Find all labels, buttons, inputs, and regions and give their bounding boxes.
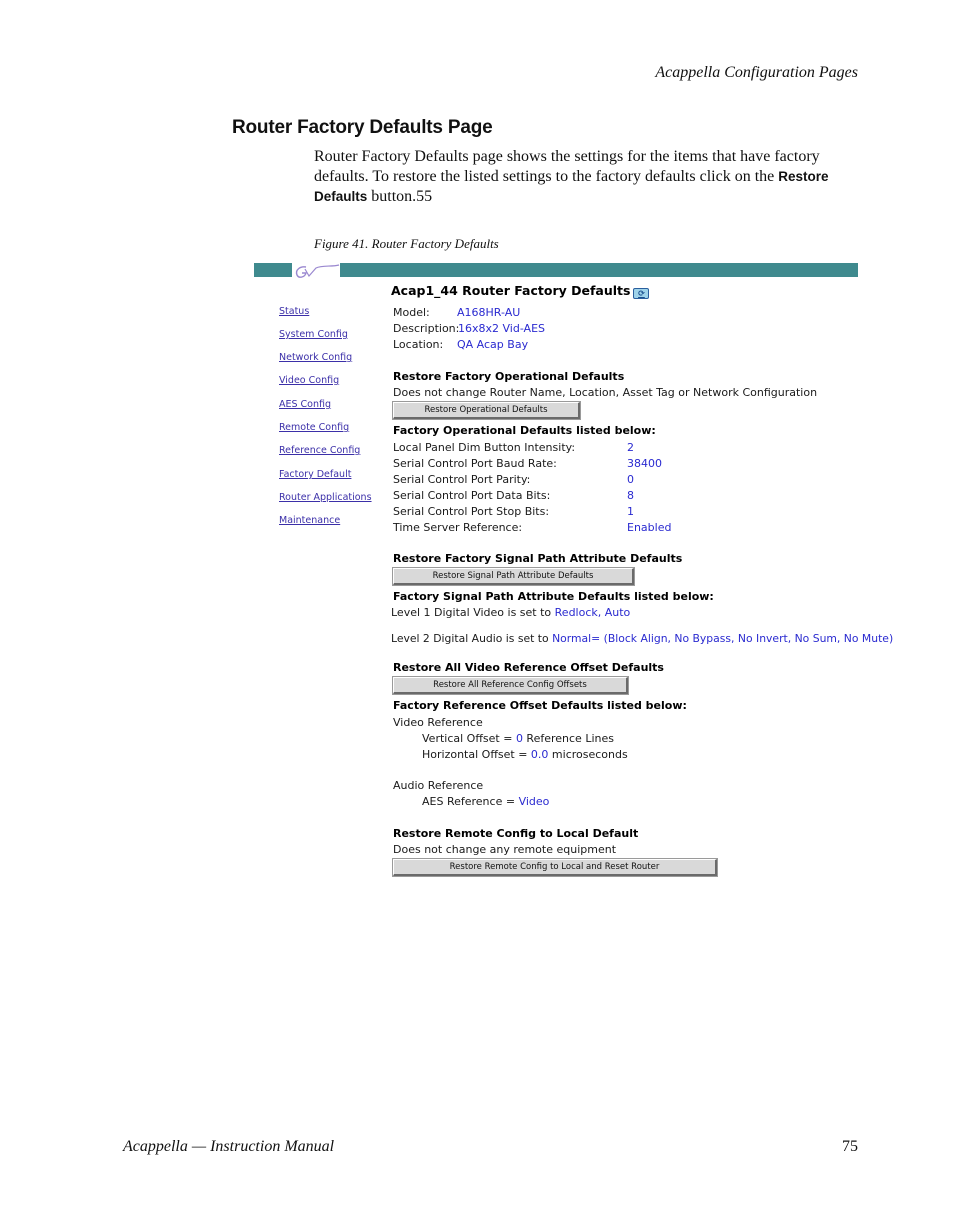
operational-row-label: Serial Control Port Data Bits:: [393, 489, 551, 502]
model-value: A168HR-AU: [457, 306, 521, 319]
nav-network-config[interactable]: Network Config: [279, 352, 353, 363]
signal-path-list-heading: Factory Signal Path Attribute Defaults listed below:: [393, 590, 714, 603]
nav-aes-config[interactable]: AES Config: [279, 399, 332, 410]
vertical-offset-line: [422, 732, 614, 745]
operational-row-value: 1: [627, 505, 634, 518]
reference-list-heading: Factory Reference Offset Defaults listed below:: [393, 699, 687, 712]
operational-heading: Restore Factory Operational Defaults: [393, 370, 625, 383]
level2-line: [391, 632, 893, 645]
section-title: Router Factory Defaults Page: [232, 117, 493, 138]
description-value: 16x8x2 Vid-AES: [458, 322, 546, 335]
nav-remote-config[interactable]: Remote Config: [279, 422, 350, 433]
operational-row-value: 38400: [627, 457, 662, 470]
nav-status[interactable]: Status: [279, 306, 310, 317]
operational-row-label: Time Server Reference:: [393, 521, 523, 534]
horizontal-offset-line: [422, 748, 628, 761]
reference-heading: Restore All Video Reference Offset Defaults: [393, 661, 664, 674]
remote-note: Does not change any remote equipment: [393, 843, 617, 856]
aes-reference-line: [422, 795, 549, 808]
operational-row-value: 8: [627, 489, 634, 502]
operational-list-heading: Factory Operational Defaults listed below:: [393, 424, 656, 437]
restore-signal-path-button[interactable]: Restore Signal Path Attribute Defaults: [393, 568, 634, 585]
level1-line: [391, 606, 630, 619]
aes-reference-text: AES Reference =: [422, 795, 519, 808]
ui-page-title-text: Acap1_44 Router Factory Defaults: [391, 283, 631, 298]
vertical-offset-unit: Reference Lines: [522, 732, 614, 745]
operational-row-label: Serial Control Port Baud Rate:: [393, 457, 557, 470]
level2-value: Normal= (Block Align, No Bypass, No Invert, No Sum, No Mute): [552, 632, 894, 645]
horizontal-offset-value: 0.0: [530, 748, 549, 761]
vertical-offset-value: 0: [515, 732, 523, 745]
nav-router-applications[interactable]: Router Applications: [279, 492, 372, 503]
gv-logo: [292, 263, 340, 281]
refresh-icon[interactable]: ⟳: [633, 288, 649, 299]
operational-note: Does not change Router Name, Location, Asset Tag or Network Configuration: [393, 386, 818, 399]
aes-reference-value: Video: [518, 795, 550, 808]
operational-row-value: 2: [627, 441, 634, 454]
operational-row-label: Serial Control Port Parity:: [393, 473, 531, 486]
operational-row-label: Local Panel Dim Button Intensity:: [393, 441, 576, 454]
level1-value: Redlock, Auto: [554, 606, 631, 619]
nav-reference-config[interactable]: Reference Config: [279, 445, 361, 456]
intro-text-end: button.55: [367, 188, 433, 205]
level1-text: Level 1 Digital Video is set to: [391, 606, 555, 619]
location-label: Location:: [393, 338, 444, 351]
level2-text: Level 2 Digital Audio is set to: [391, 632, 553, 645]
page-number: 75: [842, 1138, 858, 1155]
running-head: Acappella Configuration Pages: [655, 64, 858, 81]
intro-text: Router Factory Defaults page shows the settings for the items that have factory defaults. To restore the listed settings to the factory defaults click on the: [314, 148, 820, 185]
nav-maintenance[interactable]: Maintenance: [279, 515, 341, 526]
restore-operational-button[interactable]: Restore Operational Defaults: [393, 402, 580, 419]
horizontal-offset-unit: microseconds: [548, 748, 628, 761]
intro-paragraph: [314, 147, 862, 207]
restore-reference-button[interactable]: Restore All Reference Config Offsets: [393, 677, 628, 694]
operational-row-value: Enabled: [627, 521, 672, 534]
restore-remote-button[interactable]: Restore Remote Config to Local and Reset Router: [393, 859, 717, 876]
vertical-offset-text: Vertical Offset =: [422, 732, 516, 745]
nav-video-config[interactable]: Video Config: [279, 375, 340, 386]
model-label: Model:: [393, 306, 430, 319]
operational-row-label: Serial Control Port Stop Bits:: [393, 505, 550, 518]
ui-page-title: [391, 283, 649, 299]
remote-heading: Restore Remote Config to Local Default: [393, 827, 639, 840]
intro-bold-term: Restore Defaults: [314, 169, 829, 204]
header-bar: [254, 263, 858, 277]
signal-path-heading: Restore Factory Signal Path Attribute Defaults: [393, 552, 683, 565]
nav-system-config[interactable]: System Config: [279, 329, 348, 340]
horizontal-offset-text: Horizontal Offset =: [422, 748, 531, 761]
figure-caption: Figure 41. Router Factory Defaults: [314, 236, 499, 251]
location-value: QA Acap Bay: [457, 338, 529, 351]
nav-factory-default[interactable]: Factory Default: [279, 469, 352, 480]
description-label: Description:: [393, 322, 460, 335]
footer-title: Acappella — Instruction Manual: [123, 1138, 335, 1155]
video-reference-label: Video Reference: [393, 716, 483, 729]
operational-row-value: 0: [627, 473, 634, 486]
audio-reference-label: Audio Reference: [393, 779, 484, 792]
